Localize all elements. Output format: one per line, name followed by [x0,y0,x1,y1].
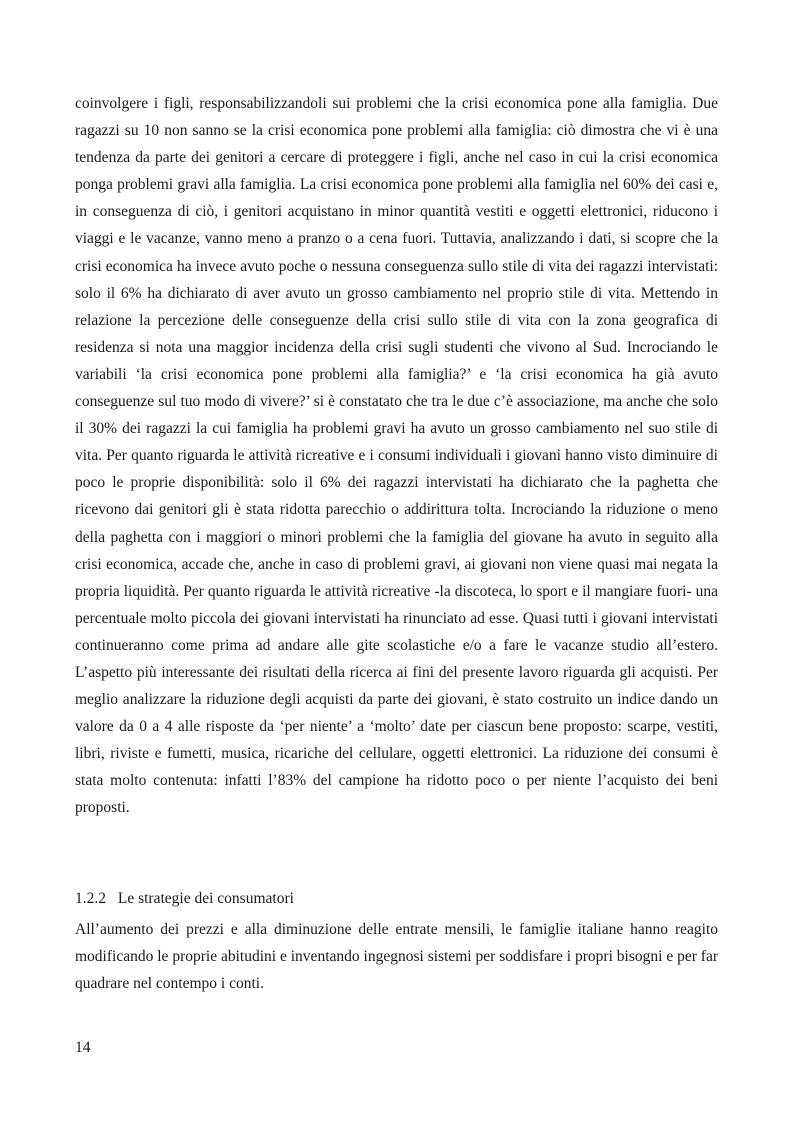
page-body [75,90,718,997]
body-paragraph-2: All’aumento dei prezzi e alla diminuzione delle entrate mensili, le famiglie italiane hanno reagito modificando le proprie abitudini e inventando ingegnosi sistemi per soddisfare i propri bisogni e per far quadrare nel contempo i conti. [75,920,718,992]
section-title: Le strategie dei consumatori [117,889,294,907]
page-number: 14 [75,1039,91,1056]
section-number: 1.2.2 [75,889,106,907]
section-heading [75,877,718,912]
body-paragraph: coinvolgere i figli, responsabilizzandoli sui problemi che la crisi economica pone alla famiglia. Due ragazzi su 10 non sanno se la crisi economica pone problemi alla famiglia: ciò dimostra che vi è una tendenza da parte dei genitori a cercare di proteggere i figli, anche nel caso in cui la crisi economica ponga problemi gravi alla famiglia. La crisi economica pone problemi alla famiglia nel 60% dei casi e, in conseguenza di ciò, i genitori acquistano in minor quantità vestiti e oggetti elettronici, riducono i viaggi e le vacanze, vanno meno a pranzo o a cena fuori. Tuttavia, analizzando i dati, si scopre che la crisi economica ha invece avuto poche o nessuna conseguenza sullo stile di vita dei ragazzi intervistati: solo il 6% ha dichiarato di aver avuto un grosso cambiamento nel proprio stile di vita. Mettendo in relazione la percezione delle conseguenze della crisi sullo stile di vita con la zona geografica di residenza si nota una maggior incidenza della crisi sugli studenti che vivono al Sud. Incrociando le variabili ‘la crisi economica pone problemi alla famiglia?’ e ‘la crisi economica ha già avuto conseguenze sul tuo modo di vivere?’ si è constatato che tra le due c’è associazione, ma anche che solo il 30% dei ragazzi la cui famiglia ha problemi gravi ha avuto un grosso cambiamento nel suo stile di vita. Per quanto riguarda le attività ricreative e i consumi individuali i giovani hanno visto diminuire di poco le proprie disponibilità: solo il 6% dei ragazzi intervistati ha dichiarato che la paghetta che ricevono dai genitori gli è stata ridotta parecchio o addirittura tolta. Incrociando la riduzione o meno della paghetta con i maggiori o minori problemi che la famiglia del giovane ha avuto in seguito alla crisi economica, accade che, anche in caso di problemi gravi, ai giovani non viene quasi mai negata la propria liquidità. Per quanto riguarda le attività ricreative -la discoteca, lo sport e il mangiare fuori- una percentuale molto piccola dei giovani intervistati ha rinunciato ad esse. Quasi tutti i giovani intervistati continueranno come prima ad andare alle gite scolastiche e/o a fare le vacanze studio all’estero. L’aspetto più interessante dei risultati della ricerca ai fini del presente lavoro riguarda gli acquisti. Per meglio analizzare la riduzione degli acquisti da parte dei giovani, è stato costruito un indice dando un valore da 0 a 4 alle risposte da ‘per niente’ a ‘molto’ date per ciascun bene proposto: scarpe, vestiti, libri, riviste e fumetti, musica, ricariche del cellulare, oggetti elettronici. La riduzione dei consumi è stata molto contenuta: infatti l’83% del campione ha ridotto poco o per niente l’acquisto dei beni proposti. [75,95,718,817]
